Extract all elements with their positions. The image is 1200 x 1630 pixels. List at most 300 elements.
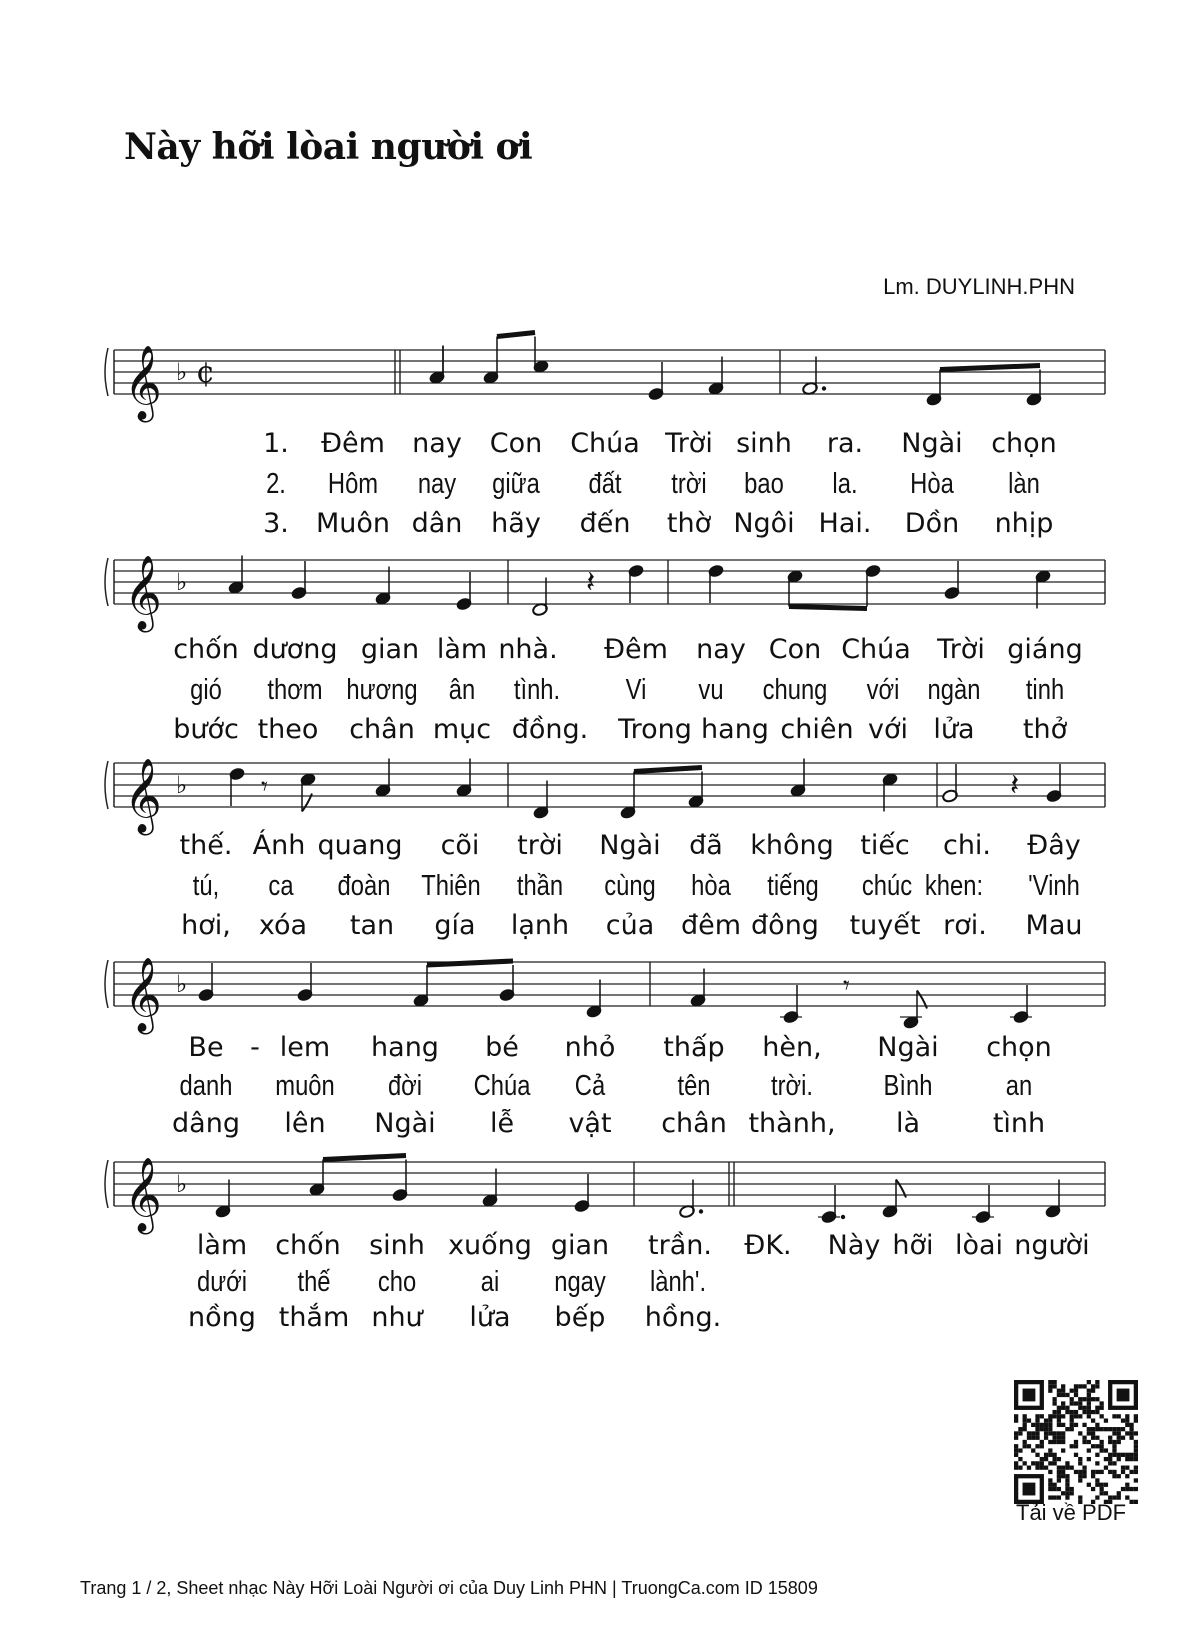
qr-module xyxy=(1031,1431,1035,1435)
staff-bracket xyxy=(105,1160,108,1208)
qr-module xyxy=(1035,1466,1039,1470)
qr-module xyxy=(1052,1457,1056,1461)
qr-module xyxy=(1023,1414,1027,1418)
qr-module xyxy=(1087,1448,1091,1452)
qr-module xyxy=(1125,1414,1129,1418)
lyric-syllable: Con xyxy=(768,634,822,665)
qr-module xyxy=(1057,1487,1061,1491)
lyric-syllable: bếp xyxy=(554,1302,606,1333)
qr-module xyxy=(1117,1427,1121,1431)
qr-module xyxy=(1091,1436,1095,1440)
qr-module xyxy=(1082,1466,1086,1470)
qr-module xyxy=(1070,1444,1074,1448)
qr-module xyxy=(1052,1436,1056,1440)
lyric-syllable: thở xyxy=(1022,714,1068,745)
qr-module xyxy=(1095,1397,1099,1401)
dot xyxy=(841,1215,845,1219)
lyric-syllable: Ánh xyxy=(252,830,306,861)
qr-module xyxy=(1129,1427,1133,1431)
lyric-syllable: xuống xyxy=(448,1230,532,1261)
lyric-syllable: hãy xyxy=(491,508,541,539)
qr-module xyxy=(1074,1423,1078,1427)
qr-module xyxy=(1082,1423,1086,1427)
qr-module xyxy=(1095,1461,1099,1465)
qr-module xyxy=(1057,1457,1061,1461)
qr-module xyxy=(1040,1466,1044,1470)
qr-module xyxy=(1121,1466,1125,1470)
qr-module xyxy=(1095,1380,1099,1384)
qr-module xyxy=(1061,1406,1065,1410)
qr-module xyxy=(1129,1436,1133,1440)
qr-module xyxy=(1095,1444,1099,1448)
lyric-syllable: Đây xyxy=(1027,830,1081,861)
lyric-syllable: Đêm xyxy=(321,428,385,459)
qr-module xyxy=(1108,1440,1112,1444)
qr-module xyxy=(1070,1410,1074,1414)
note-beam xyxy=(940,366,1040,370)
qr-module xyxy=(1134,1470,1138,1474)
lyric-syllable: xóa xyxy=(258,910,308,941)
qr-module xyxy=(1074,1410,1078,1414)
lyric-syllable: làn xyxy=(1008,468,1040,500)
qr-module xyxy=(1061,1401,1065,1405)
qr-finder xyxy=(1023,1389,1036,1402)
lyric-syllable: cho xyxy=(377,1266,417,1298)
qr-module xyxy=(1048,1384,1052,1388)
lyric-syllable: Này xyxy=(827,1230,881,1261)
staff-bracket xyxy=(105,348,108,396)
qr-module xyxy=(1014,1431,1018,1435)
qr-module xyxy=(1061,1393,1065,1397)
qr-module xyxy=(1087,1414,1091,1418)
lyric-syllable: thấp xyxy=(663,1032,725,1063)
qr-module xyxy=(1048,1487,1052,1491)
qr-module xyxy=(1082,1397,1086,1401)
qr-module xyxy=(1095,1483,1099,1487)
lyric-syllable: Ngôi xyxy=(733,508,795,539)
lyric-syllable: Chúa xyxy=(841,634,911,665)
qr-module xyxy=(1087,1406,1091,1410)
qr-module xyxy=(1074,1401,1078,1405)
qr-module xyxy=(1023,1461,1027,1465)
lyric-syllable: hồng. xyxy=(644,1302,722,1333)
qr-module xyxy=(1048,1448,1052,1452)
lyric-syllable: lạnh xyxy=(510,910,570,941)
qr-module xyxy=(1048,1478,1052,1482)
qr-module xyxy=(1048,1440,1052,1444)
lyric-syllable: đồng. xyxy=(511,714,589,745)
lyric-syllable: Trời xyxy=(937,634,985,665)
lyric-syllable: đời xyxy=(387,1070,423,1102)
qr-module xyxy=(1057,1478,1061,1482)
qr-module xyxy=(1061,1491,1065,1495)
qr-module xyxy=(1095,1423,1099,1427)
qr-module xyxy=(1061,1440,1065,1444)
qr-module xyxy=(1091,1474,1095,1478)
qr-module xyxy=(1134,1418,1138,1422)
lyric-syllable: Con xyxy=(489,428,543,459)
qr-module xyxy=(1108,1470,1112,1474)
lyric-syllable: ân xyxy=(448,674,476,706)
lyric-syllable: lòai xyxy=(954,1230,1004,1261)
qr-module xyxy=(1112,1440,1116,1444)
qr-module xyxy=(1048,1414,1052,1418)
lyric-syllable: cùng xyxy=(604,870,656,902)
qr-module xyxy=(1035,1414,1039,1418)
qr-module xyxy=(1134,1457,1138,1461)
qr-module xyxy=(1031,1461,1035,1465)
qr-module xyxy=(1082,1440,1086,1444)
qr-module xyxy=(1061,1474,1065,1478)
treble-clef-icon: 𝄞 xyxy=(124,1158,162,1232)
lyric-syllable: hòa xyxy=(691,870,731,902)
lyric-syllable: ngàn xyxy=(927,674,981,706)
qr-module xyxy=(1129,1423,1133,1427)
qr-module xyxy=(1078,1406,1082,1410)
qr-module xyxy=(1074,1389,1078,1393)
qr-module xyxy=(1035,1453,1039,1457)
qr-module xyxy=(1100,1491,1104,1495)
lyric-syllable: rơi. xyxy=(943,910,987,941)
lyric-syllable: tình xyxy=(992,1108,1046,1139)
qr-module xyxy=(1018,1448,1022,1452)
qr-finder xyxy=(1023,1483,1036,1496)
qr-module xyxy=(1052,1401,1056,1405)
lyric-syllable: là xyxy=(895,1108,921,1139)
qr-module xyxy=(1035,1418,1039,1422)
dot xyxy=(699,1209,703,1213)
qr-module xyxy=(1035,1427,1039,1431)
quarter-rest-icon: 𝄽 xyxy=(1010,768,1020,803)
lyric-syllable: 2. xyxy=(266,468,286,500)
qr-module xyxy=(1100,1448,1104,1452)
qr-module xyxy=(1023,1423,1027,1427)
lyric-syllable: vu xyxy=(698,674,724,706)
lyric-syllable: lửa xyxy=(933,714,975,745)
qr-module xyxy=(1044,1418,1048,1422)
lyric-syllable: đất xyxy=(588,468,622,500)
qr-module xyxy=(1100,1401,1104,1405)
lyric-syllable: lem xyxy=(279,1032,331,1063)
qr-module xyxy=(1057,1466,1061,1470)
qr-module xyxy=(1125,1431,1129,1435)
lyric-syllable: Chúa xyxy=(473,1070,531,1102)
qr-module xyxy=(1014,1453,1018,1457)
qr-module xyxy=(1070,1397,1074,1401)
treble-clef-icon: 𝄞 xyxy=(124,958,162,1032)
lyric-syllable: với xyxy=(868,714,908,745)
lyric-syllable: Trời xyxy=(665,428,713,459)
qr-module xyxy=(1134,1448,1138,1452)
lyric-syllable: Đêm xyxy=(604,634,668,665)
qr-module xyxy=(1087,1397,1091,1401)
lyric-syllable: Thiên xyxy=(421,870,481,902)
lyric-syllable: bé xyxy=(485,1032,519,1063)
lyric-syllable: cõi xyxy=(440,830,480,861)
qr-module xyxy=(1052,1410,1056,1414)
lyric-syllable: - xyxy=(250,1032,260,1063)
qr-module xyxy=(1134,1444,1138,1448)
lyric-syllable: 1. xyxy=(263,428,289,459)
qr-module xyxy=(1100,1406,1104,1410)
qr-module xyxy=(1035,1461,1039,1465)
lyric-syllable: dâng xyxy=(172,1108,240,1139)
qr-module xyxy=(1035,1444,1039,1448)
lyric-syllable: với xyxy=(866,674,900,706)
qr-module xyxy=(1065,1474,1069,1478)
lyric-syllable: dương xyxy=(252,634,338,665)
note-beam xyxy=(323,1156,406,1160)
qr-module xyxy=(1095,1478,1099,1482)
qr-module xyxy=(1014,1444,1018,1448)
lyric-syllable: Hôm xyxy=(327,468,379,500)
qr-module xyxy=(1057,1389,1061,1393)
lyric-syllable: thơm xyxy=(267,674,323,706)
qr-module xyxy=(1052,1384,1056,1388)
qr-module xyxy=(1112,1453,1116,1457)
lyric-syllable: ra. xyxy=(826,428,864,459)
qr-module xyxy=(1078,1470,1082,1474)
qr-module xyxy=(1129,1500,1133,1504)
qr-module xyxy=(1125,1487,1129,1491)
lyric-syllable: dân xyxy=(411,508,463,539)
qr-module xyxy=(1082,1474,1086,1478)
lyric-syllable: tinh xyxy=(1025,674,1065,706)
qr-module xyxy=(1061,1448,1065,1452)
lyric-syllable: đã xyxy=(689,830,723,861)
lyric-syllable: làm xyxy=(196,1230,248,1261)
qr-module xyxy=(1100,1470,1104,1474)
flat-key-signature-icon: ♭ xyxy=(176,970,188,998)
lyric-syllable: trần. xyxy=(648,1230,712,1261)
qr-module xyxy=(1023,1440,1027,1444)
lyric-syllable: la. xyxy=(832,468,858,500)
qr-module xyxy=(1108,1461,1112,1465)
qr-module xyxy=(1065,1483,1069,1487)
qr-module xyxy=(1065,1393,1069,1397)
qr-module xyxy=(1027,1418,1031,1422)
qr-module xyxy=(1074,1440,1078,1444)
qr-module xyxy=(1040,1440,1044,1444)
qr-module xyxy=(1087,1389,1091,1393)
qr-module xyxy=(1117,1474,1121,1478)
qr-module xyxy=(1078,1384,1082,1388)
qr-module xyxy=(1078,1431,1082,1435)
qr-module xyxy=(1070,1418,1074,1422)
qr-module xyxy=(1104,1427,1108,1431)
download-pdf-label[interactable]: Tải về PDF xyxy=(1016,1500,1127,1525)
qr-module xyxy=(1074,1453,1078,1457)
qr-module xyxy=(1052,1397,1056,1401)
qr-module xyxy=(1091,1431,1095,1435)
lyric-syllable: thần xyxy=(516,870,564,902)
qr-module xyxy=(1048,1427,1052,1431)
qr-module xyxy=(1112,1444,1116,1448)
qr-module xyxy=(1078,1474,1082,1478)
qr-module xyxy=(1044,1466,1048,1470)
qr-module xyxy=(1057,1470,1061,1474)
qr-module xyxy=(1061,1414,1065,1418)
treble-clef-icon: 𝄞 xyxy=(124,556,162,630)
qr-module xyxy=(1082,1406,1086,1410)
staff-bracket xyxy=(105,960,108,1008)
lyric-syllable: tình. xyxy=(513,674,561,706)
lyric-syllable: gian xyxy=(550,1230,610,1261)
qr-module xyxy=(1091,1418,1095,1422)
qr-module xyxy=(1014,1466,1018,1470)
qr-module xyxy=(1082,1436,1086,1440)
lyric-syllable: làm xyxy=(436,634,488,665)
qr-module xyxy=(1129,1470,1133,1474)
qr-module xyxy=(1100,1487,1104,1491)
lyric-syllable: đoàn xyxy=(337,870,391,902)
qr-module xyxy=(1100,1444,1104,1448)
qr-module xyxy=(1087,1483,1091,1487)
composer-credit: Lm. DUYLINH.PHN xyxy=(883,274,1075,299)
qr-code-icon[interactable] xyxy=(1014,1380,1138,1504)
qr-module xyxy=(1091,1487,1095,1491)
qr-module xyxy=(1125,1457,1129,1461)
qr-module xyxy=(1087,1431,1091,1435)
qr-module xyxy=(1095,1427,1099,1431)
qr-module xyxy=(1074,1384,1078,1388)
qr-module xyxy=(1078,1461,1082,1465)
qr-module xyxy=(1095,1453,1099,1457)
lyric-syllable: chân xyxy=(349,714,415,745)
qr-module xyxy=(1040,1461,1044,1465)
lyric-syllable: thắm xyxy=(278,1302,350,1333)
qr-module xyxy=(1014,1461,1018,1465)
qr-module xyxy=(1040,1414,1044,1418)
lyric-syllable: không xyxy=(750,830,834,861)
qr-module xyxy=(1057,1440,1061,1444)
qr-module xyxy=(1104,1448,1108,1452)
qr-module xyxy=(1044,1423,1048,1427)
qr-module xyxy=(1014,1448,1018,1452)
qr-module xyxy=(1078,1414,1082,1418)
lyric-syllable: tên xyxy=(677,1070,711,1102)
qr-module xyxy=(1121,1436,1125,1440)
qr-module xyxy=(1108,1427,1112,1431)
lyric-syllable: thế xyxy=(297,1266,331,1298)
qr-module xyxy=(1091,1397,1095,1401)
qr-module xyxy=(1052,1461,1056,1465)
qr-module xyxy=(1065,1461,1069,1465)
qr-module xyxy=(1134,1453,1138,1457)
qr-module xyxy=(1074,1414,1078,1418)
qr-module xyxy=(1087,1427,1091,1431)
lyric-syllable: tiếc xyxy=(860,830,910,861)
qr-module xyxy=(1023,1418,1027,1422)
qr-module xyxy=(1112,1431,1116,1435)
qr-module xyxy=(1070,1487,1074,1491)
qr-module xyxy=(1095,1410,1099,1414)
lyric-syllable: muôn xyxy=(275,1070,335,1102)
lyric-syllable: hơi, xyxy=(181,910,231,941)
qr-module xyxy=(1117,1414,1121,1418)
qr-module xyxy=(1091,1384,1095,1388)
qr-module xyxy=(1057,1474,1061,1478)
lyric-syllable: tuyết xyxy=(849,910,921,941)
eighth-rest-icon: 𝄾 xyxy=(261,772,268,802)
lyric-syllable: lễ xyxy=(489,1108,515,1139)
lyric-syllable: Ngài xyxy=(374,1108,436,1139)
qr-module xyxy=(1052,1414,1056,1418)
qr-module xyxy=(1095,1406,1099,1410)
qr-module xyxy=(1125,1418,1129,1422)
qr-module xyxy=(1129,1487,1133,1491)
qr-module xyxy=(1087,1440,1091,1444)
qr-module xyxy=(1074,1470,1078,1474)
qr-module xyxy=(1125,1466,1129,1470)
qr-module xyxy=(1065,1478,1069,1482)
lyric-syllable: nhỏ xyxy=(564,1032,616,1063)
qr-module xyxy=(1134,1487,1138,1491)
lyric-syllable: thế. xyxy=(179,830,233,861)
qr-module xyxy=(1108,1457,1112,1461)
qr-module xyxy=(1091,1427,1095,1431)
qr-module xyxy=(1048,1389,1052,1393)
lyric-syllable: ca xyxy=(268,870,294,902)
qr-module xyxy=(1014,1436,1018,1440)
qr-module xyxy=(1061,1431,1065,1435)
lyric-syllable: tiếng xyxy=(767,870,819,902)
qr-module xyxy=(1112,1474,1116,1478)
qr-module xyxy=(1100,1414,1104,1418)
staff-bracket xyxy=(105,558,108,606)
qr-module xyxy=(1061,1389,1065,1393)
qr-module xyxy=(1044,1457,1048,1461)
qr-module xyxy=(1087,1410,1091,1414)
lyric-syllable: của xyxy=(605,910,655,941)
qr-module xyxy=(1082,1384,1086,1388)
lyric-syllable: nhịp xyxy=(994,508,1054,539)
lyric-syllable: tú, xyxy=(192,870,220,902)
qr-module xyxy=(1134,1466,1138,1470)
qr-module xyxy=(1095,1470,1099,1474)
lyric-syllable: Hai. xyxy=(818,508,872,539)
page-footer: Trang 1 / 2, Sheet nhạc Này Hỡi Loài Người ơi của Duy Linh PHN | TruongCa.com ID 15809 xyxy=(80,1578,818,1598)
qr-module xyxy=(1129,1457,1133,1461)
qr-module xyxy=(1052,1431,1056,1435)
qr-module xyxy=(1104,1491,1108,1495)
lyric-syllable: gía xyxy=(434,910,476,941)
qr-module xyxy=(1087,1393,1091,1397)
qr-module xyxy=(1082,1410,1086,1414)
qr-module xyxy=(1048,1483,1052,1487)
qr-module xyxy=(1087,1380,1091,1384)
qr-module xyxy=(1057,1393,1061,1397)
eighth-rest-icon: 𝄾 xyxy=(843,971,850,1001)
qr-module xyxy=(1048,1470,1052,1474)
qr-module xyxy=(1052,1440,1056,1444)
qr-module xyxy=(1057,1436,1061,1440)
qr-module xyxy=(1121,1470,1125,1474)
qr-module xyxy=(1125,1423,1129,1427)
qr-module xyxy=(1121,1418,1125,1422)
note-beam xyxy=(497,333,535,337)
lyric-syllable: chân xyxy=(661,1108,727,1139)
qr-module xyxy=(1074,1393,1078,1397)
lyric-syllable: Mau xyxy=(1025,910,1083,941)
qr-module xyxy=(1070,1423,1074,1427)
lyric-syllable: chọn xyxy=(991,428,1057,459)
lyric-syllable: Ngài xyxy=(599,830,661,861)
qr-module xyxy=(1031,1436,1035,1440)
lyric-syllable: nay xyxy=(417,468,457,500)
qr-module xyxy=(1044,1427,1048,1431)
lyric-syllable: nhà. xyxy=(498,634,558,665)
